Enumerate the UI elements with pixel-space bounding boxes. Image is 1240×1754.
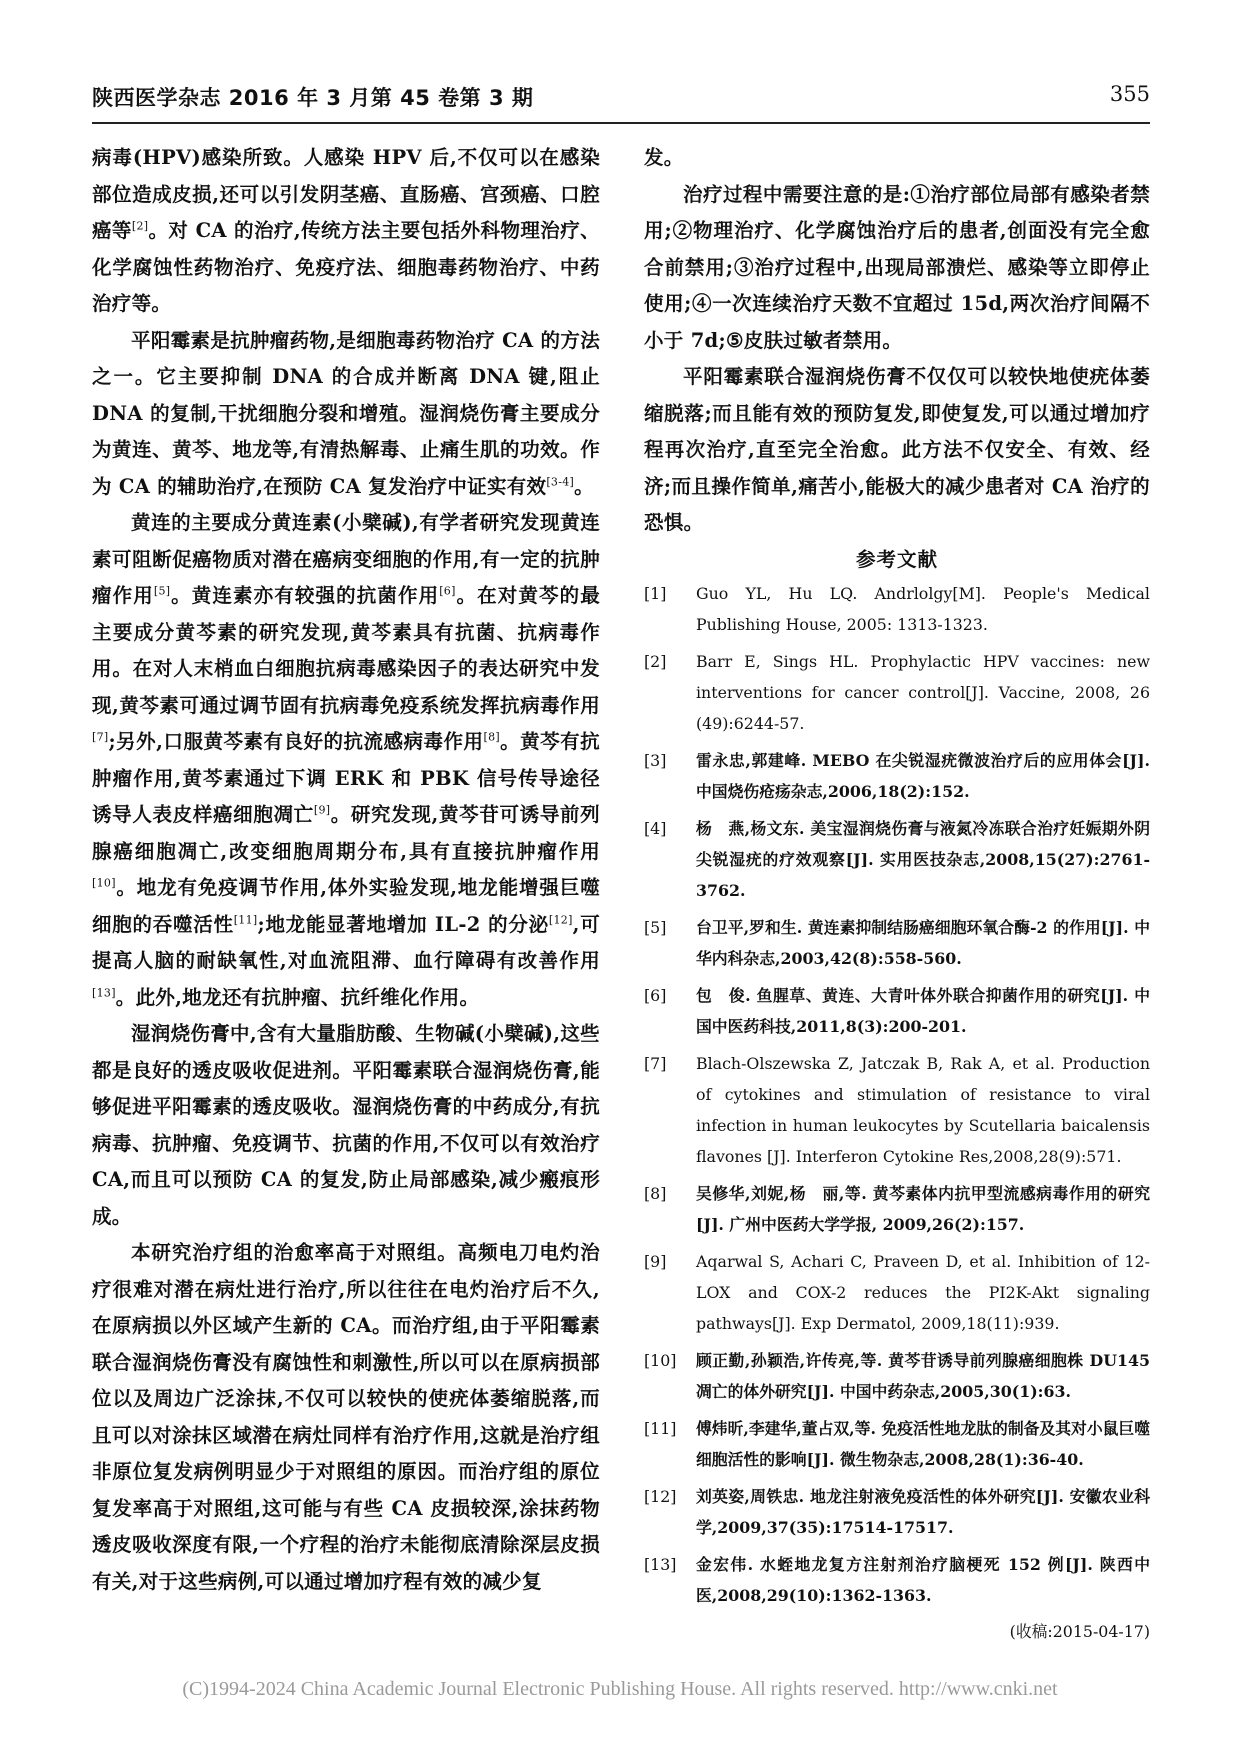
reference-text: 吴修华,刘妮,杨 丽,等. 黄芩素体内抗甲型流感病毒作用的研究[J]. 广州中医药大学学报, 2009,26(2):157. xyxy=(696,1183,1150,1234)
text-run: 平阳霉素是抗肿瘤药物,是细胞毒药物治疗 CA 的方法之一。它主要抑制 DNA 的合成并断离 DNA 键,阻止 DNA 的复制,干扰细胞分裂和增殖。湿润烧伤膏主要成分为黄连、黄芩、地龙等,有清热解毒、止痛生肌的功效。作为 CA 的辅助治疗,在预防 CA 复发治疗中证实有效 xyxy=(92,328,600,498)
reference-item xyxy=(644,1178,1150,1240)
reference-text: Barr E, Sings HL. Prophylactic HPV vaccines: new interventions for cancer control[J]. Vaccine, 2008, 26 (49):6244-57. xyxy=(696,651,1150,733)
received-date: (收稿:2015-04-17) xyxy=(1009,1621,1150,1641)
reference-text: 顾正勤,孙颖浩,许传亮,等. 黄芩苷诱导前列腺癌细胞株 DU145 凋亡的体外研究[J]. 中国中药杂志,2005,30(1):63. xyxy=(696,1350,1150,1401)
reference-item xyxy=(644,578,1150,640)
text-run: ,可提高人脑的耐缺氧性,对血流阻滞、血行障碍有改善作用 xyxy=(92,912,601,972)
reference-item xyxy=(644,1549,1150,1611)
citation: [10] xyxy=(92,876,116,890)
reference-text: Blach-Olszewska Z, Jatczak B, Rak A, et al. Production of cytokines and stimulation of resistance to viral infection in human leukocytes by Scutellaria baicalensis flavones [J]. Interferon Cytokine Res,2008,28(9):571. xyxy=(696,1053,1150,1166)
reference-item xyxy=(644,745,1150,807)
reference-number: [4] xyxy=(644,818,667,838)
text-run: 黄连的主要成分黄连素(小檗碱),有学者研究发现黄连素可阻断促癌物质对潜在癌病变细胞的作用,有一定的抗肿瘤作用 xyxy=(92,511,600,607)
reference-number: [11] xyxy=(644,1418,677,1438)
reference-text: Aqarwal S, Achari C, Praveen D, et al. Inhibition of 12-LOX and COX-2 reduces the PI2K-Akt signaling pathways[J]. Exp Dermatol, 2009,18(11):939. xyxy=(696,1251,1150,1333)
reference-text: 傅炜昕,李建华,董占双,等. 免疫活性地龙肽的制备及其对小鼠巨噬细胞活性的影响[J]. 微生物杂志,2008,28(1):36-40. xyxy=(696,1418,1151,1469)
paragraph: 湿润烧伤膏中,含有大量脂肪酸、生物碱(小檗碱),这些都是良好的透皮吸收促进剂。平阳霉素联合湿润烧伤膏,能够促进平阳霉素的透皮吸收。湿润烧伤膏的中药成分,有抗病毒、抗肿瘤、免疫调节、抗菌的作用,不仅可以有效治疗 CA,而且可以预防 CA 的复发,防止局部感染,减少瘢痕形成。 xyxy=(92,1022,600,1228)
citation: [12] xyxy=(548,913,573,926)
text-run: 。对 CA 的治疗,传统方法主要包括外科物理治疗、化学腐蚀性药物治疗、免疫疗法、细胞毒药物治疗、中药治疗等。 xyxy=(92,219,600,315)
reference-number: [9] xyxy=(644,1251,667,1271)
reference-item xyxy=(644,646,1150,739)
paragraph: 治疗过程中需要注意的是:①治疗部位局部有感染者禁用;②物理治疗、化学腐蚀治疗后的患者,创面没有完全愈合前禁用;③治疗过程中,出现局部溃烂、感染等立即停止使用;④一次连续治疗天数不宜超过 15d,两次治疗间隔不小于 7d;⑤皮肤过敏者禁用。 xyxy=(644,182,1150,352)
reference-item xyxy=(644,912,1150,974)
reference-number: [10] xyxy=(644,1350,677,1370)
text-run: 。黄芩有抗肿瘤作用,黄芩素通过下调 ERK 和 PBK 信号传导途径诱导人表皮样癌细胞凋亡 xyxy=(92,730,600,826)
journal-title: 陕西医学杂志 2016 年 3 月第 45 卷第 3 期 xyxy=(92,86,534,110)
reference-item xyxy=(644,1481,1150,1543)
reference-number: [3] xyxy=(644,750,667,770)
text-run: ;另外,口服黄芩素有良好的抗流感病毒作用 xyxy=(108,730,484,753)
paragraph: 平阳霉素联合湿润烧伤膏不仅仅可以较快地使疣体萎缩脱落;而且能有效的预防复发,即使复发,可以通过增加疗程再次治疗,直至完全治愈。此方法不仅安全、有效、经济;而且操作简单,痛苦小,能极大的减少患者对 CA 治疗的恐惧。 xyxy=(644,365,1150,534)
citation: [2] xyxy=(131,219,149,233)
reference-item xyxy=(644,1048,1150,1172)
paragraph xyxy=(92,505,600,1016)
reference-text: 雷永忠,郭建峰. MEBO 在尖锐湿疣微波治疗后的应用体会[J]. 中国烧伤疮疡杂志,2006,18(2):152. xyxy=(696,750,1150,801)
reference-number: [1] xyxy=(644,583,667,603)
reference-number: [12] xyxy=(644,1486,677,1506)
citation: [13] xyxy=(92,986,116,999)
reference-text: Guo YL, Hu LQ. Andrlolgy[M]. People's Medical Publishing House, 2005: 1313-1323. xyxy=(696,583,1150,634)
right-column xyxy=(644,140,1150,1647)
reference-item xyxy=(644,980,1150,1042)
paragraph xyxy=(92,323,600,506)
citation: [3-4] xyxy=(546,475,575,488)
citation: [5] xyxy=(153,584,171,598)
reference-item xyxy=(644,813,1150,906)
reference-text: 台卫平,罗和生. 黄连素抑制结肠癌细胞环氧合酶-2 的作用[J]. 中华内科杂志,2003,42(8):558-560. xyxy=(696,917,1150,968)
text-run: 。在对黄芩的最主要成分黄芩素的研究发现,黄芩素具有抗菌、抗病毒作用。在对人末梢血白细胞抗病毒感染因子的表达研究中发现,黄芩素可通过调节固有抗病毒免疫系统发挥抗病毒作用 xyxy=(92,584,600,717)
reference-item xyxy=(644,1413,1150,1475)
text-run: 。黄连素亦有较强的抗菌作用 xyxy=(170,584,440,607)
text-run: 。此外,地龙还有抗肿瘤、抗纤维化作用。 xyxy=(115,985,480,1009)
citation: [8] xyxy=(483,730,500,744)
reference-number: [2] xyxy=(644,651,667,671)
reference-number: [5] xyxy=(644,917,667,937)
references-heading: 参考文献 xyxy=(855,547,938,571)
reference-text: 刘英姿,周铁忠. 地龙注射液免疫活性的体外研究[J]. 安徽农业科学,2009,37(35):17514-17517. xyxy=(696,1486,1150,1537)
reference-list xyxy=(644,578,1150,1611)
reference-item xyxy=(644,1345,1150,1407)
citation: [9] xyxy=(313,803,331,817)
text-run: 。地龙有免疫调节作用,体外实验发现,地龙能增强巨噬细胞的吞噬活性 xyxy=(92,876,600,936)
left-column xyxy=(92,140,600,1600)
reference-number: [6] xyxy=(644,985,667,1005)
text-run: 病毒(HPV)感染所致。人感染 HPV 后,不仅可以在感染部位造成皮损,还可以引发阴茎癌、直肠癌、宫颈癌、口腔癌等 xyxy=(92,146,600,242)
reference-item xyxy=(644,1246,1150,1339)
running-header xyxy=(92,82,1150,124)
copyright-footer: (C)1994-2024 China Academic Journal Electronic Publishing House. All rights reserved. http://www.cnki.net xyxy=(182,1678,1058,1700)
text-run: 。研究发现,黄芩苷可诱导前列腺癌细胞凋亡,改变细胞周期分布,具有直接抗肿瘤作用 xyxy=(92,803,600,863)
citation: [7] xyxy=(92,730,109,744)
reference-number: [8] xyxy=(644,1183,667,1203)
reference-text: 杨 燕,杨文东. 美宝湿润烧伤膏与液氮冷冻联合治疗妊娠期外阴尖锐湿疣的疗效观察[J]. 实用医技杂志,2008,15(27):2761-3762. xyxy=(696,818,1150,900)
paragraph: 发。 xyxy=(644,146,684,169)
text-run: ;地龙能显著地增加 IL-2 的分泌 xyxy=(257,912,549,936)
text-run: 。 xyxy=(574,474,594,498)
page-number: 355 xyxy=(1109,82,1150,106)
paragraph xyxy=(92,140,600,323)
citation: [11] xyxy=(233,913,258,926)
citation: [6] xyxy=(439,584,456,598)
reference-number: [13] xyxy=(644,1554,677,1574)
reference-number: [7] xyxy=(644,1053,667,1073)
paragraph: 本研究治疗组的治愈率高于对照组。高频电刀电灼治疗很难对潜在病灶进行治疗,所以往往在电灼治疗后不久,在原病损以外区域产生新的 CA。而治疗组,由于平阳霉素联合湿润烧伤膏没有腐蚀性和刺激性,所以可以在原病损部位以及周边广泛涂抹,不仅可以较快的使疣体萎缩脱落,而且可以对涂抹区域潜在病灶同样有治疗作用,这就是治疗组非原位复发病例明显少于对照组的原因。而治疗组的原位复发率高于对照组,这可能与有些 CA 皮损较深,涂抹药物透皮吸收深度有限,一个疗程的治疗未能彻底清除深层皮损有关,对于这些病例,可以通过增加疗程有效的减少复 xyxy=(92,1241,600,1593)
reference-text: 包 俊. 鱼腥草、黄连、大青叶体外联合抑菌作用的研究[J]. 中国中医药科技,2011,8(3):200-201. xyxy=(696,985,1150,1036)
reference-text: 金宏伟. 水蛭地龙复方注射剂治疗脑梗死 152 例[J]. 陕西中医,2008,29(10):1362-1363. xyxy=(696,1554,1150,1605)
